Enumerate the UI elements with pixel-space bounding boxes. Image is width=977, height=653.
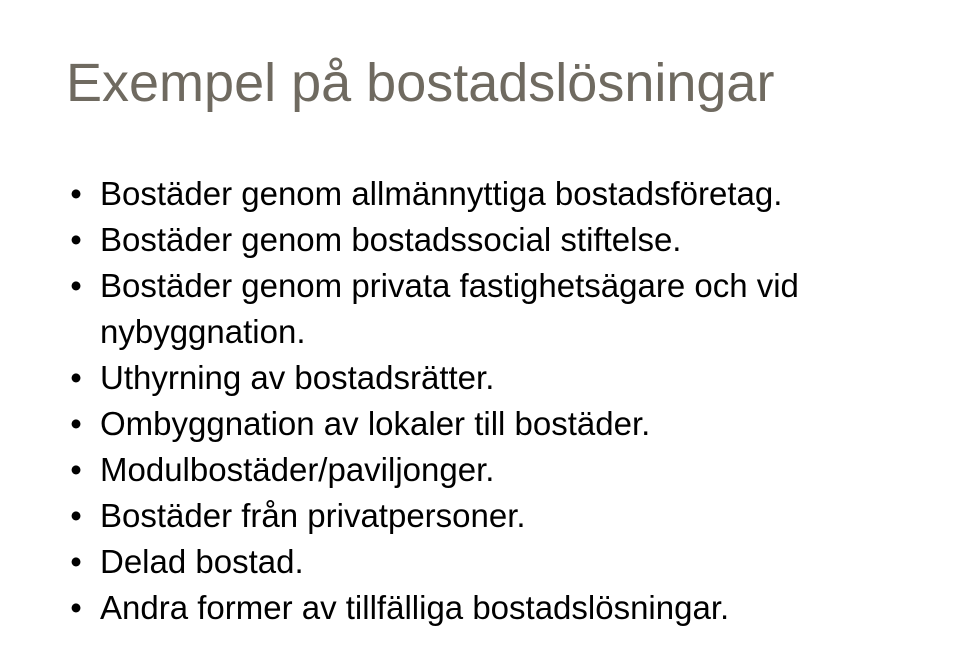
bullet-icon: •	[70, 221, 82, 258]
bullet-icon: •	[70, 451, 82, 488]
bullet-text: Ombyggnation av lokaler till bostäder.	[100, 405, 651, 442]
bullet-item	[66, 585, 956, 631]
bullet-text: Uthyrning av bostadsrätter.	[100, 359, 495, 396]
bullet-list	[66, 171, 956, 631]
bullet-text: Bostäder genom bostadssocial stiftelse.	[100, 221, 682, 258]
bullet-text: Bostäder genom privata fastighetsägare och vid nybyggnation.	[100, 267, 799, 350]
bullet-icon: •	[70, 359, 82, 396]
bullet-item	[66, 355, 956, 401]
bullet-item	[66, 447, 956, 493]
bullet-text: Bostäder genom allmännyttiga bostadsföretag.	[100, 175, 783, 212]
bullet-item	[66, 539, 956, 585]
bullet-item	[66, 263, 956, 355]
bullet-icon: •	[70, 497, 82, 534]
bullet-icon: •	[70, 175, 82, 212]
bullet-icon: •	[70, 405, 82, 442]
slide-title: Exempel på bostadslösningar	[66, 53, 775, 113]
bullet-item	[66, 217, 956, 263]
bullet-text: Delad bostad.	[100, 543, 304, 580]
bullet-text: Bostäder från privatpersoner.	[100, 497, 526, 534]
bullet-item	[66, 493, 956, 539]
bullet-text: Andra former av tillfälliga bostadslösningar.	[100, 589, 730, 626]
bullet-icon: •	[70, 267, 82, 304]
bullet-item	[66, 171, 956, 217]
bullet-icon: •	[70, 589, 82, 626]
bullet-icon: •	[70, 543, 82, 580]
bullet-text: Modulbostäder/paviljonger.	[100, 451, 495, 488]
bullet-item	[66, 401, 956, 447]
